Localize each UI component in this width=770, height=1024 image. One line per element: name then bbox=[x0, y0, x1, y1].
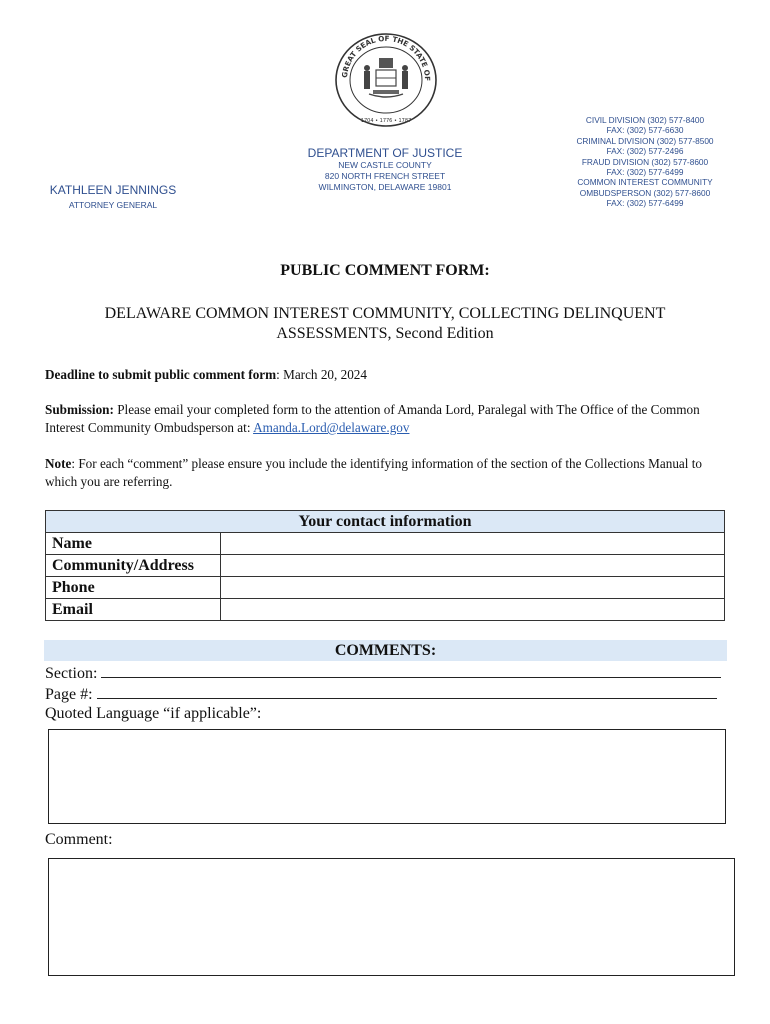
department-address-line: 820 NORTH FRENCH STREET bbox=[324, 171, 446, 181]
submission-email-link[interactable]: Amanda.Lord@delaware.gov bbox=[253, 420, 410, 435]
deadline-paragraph bbox=[45, 366, 730, 384]
contact-line: OMBUDSPERSON (302) 577-8600 bbox=[579, 187, 711, 198]
phone-label: Phone bbox=[46, 577, 221, 599]
attorney-title: ATTORNEY GENERAL bbox=[68, 200, 158, 210]
comment-box[interactable] bbox=[48, 858, 735, 976]
note-label: Note bbox=[45, 456, 72, 471]
submission-text: Please email your completed form to the attention of Amanda Lord, Paralegal with The Office of the Common Interest Community Ombudsperson at: bbox=[45, 402, 700, 435]
table-row bbox=[46, 533, 725, 555]
table-row bbox=[46, 555, 725, 577]
division-contacts bbox=[560, 115, 730, 209]
section-input-line[interactable] bbox=[101, 662, 721, 678]
submission-label: Submission: bbox=[45, 402, 114, 417]
deadline-label: Deadline to submit public comment form bbox=[45, 367, 277, 382]
contact-table-header: Your contact information bbox=[46, 511, 725, 533]
name-label: Name bbox=[46, 533, 221, 555]
attorney-name: KATHLEEN JENNINGS bbox=[49, 183, 177, 197]
department-address-line: NEW CASTLE COUNTY bbox=[338, 160, 432, 170]
section-field-row bbox=[45, 662, 721, 684]
form-title: PUBLIC COMMENT FORM: bbox=[280, 262, 490, 279]
quoted-language-box[interactable] bbox=[48, 729, 726, 824]
svg-text:GREAT SEAL OF THE STATE OF DEL bbox=[333, 32, 432, 81]
contact-line: FAX: (302) 577-2496 bbox=[606, 146, 684, 157]
comment-label: Comment: bbox=[45, 831, 113, 848]
department-block bbox=[285, 146, 485, 193]
contact-line: FAX: (302) 577-6630 bbox=[606, 125, 684, 136]
submission-paragraph bbox=[45, 401, 730, 437]
quoted-language-label: Quoted Language “if applicable”: bbox=[45, 705, 262, 722]
contact-line: CIVIL DIVISION (302) 577-8400 bbox=[585, 115, 705, 125]
seal-dates: 1704 • 1776 • 1787 bbox=[360, 118, 412, 124]
delaware-seal-logo bbox=[333, 32, 439, 128]
community-address-label: Community/Address bbox=[46, 555, 221, 577]
phone-field[interactable] bbox=[221, 577, 725, 599]
contact-line: FRAUD DIVISION (302) 577-8600 bbox=[581, 156, 709, 167]
name-field[interactable] bbox=[221, 533, 725, 555]
note-paragraph bbox=[45, 455, 730, 491]
page-input-line[interactable] bbox=[97, 683, 717, 699]
community-address-field[interactable] bbox=[221, 555, 725, 577]
page-field-row bbox=[45, 683, 717, 705]
contact-line: FAX: (302) 577-6499 bbox=[606, 167, 684, 178]
contact-information-table bbox=[45, 510, 725, 621]
contact-line: CRIMINAL DIVISION (302) 577-8500 bbox=[576, 135, 714, 146]
seal-ring-text: GREAT SEAL OF THE STATE OF bbox=[339, 33, 433, 82]
section-label: Section: bbox=[45, 665, 98, 682]
table-row bbox=[46, 577, 725, 599]
table-row bbox=[46, 599, 725, 621]
comments-header: COMMENTS: bbox=[44, 640, 727, 661]
email-field[interactable] bbox=[221, 599, 725, 621]
deadline-value: : March 20, 2024 bbox=[276, 367, 367, 382]
contact-line: FAX: (302) 577-6499 bbox=[606, 198, 684, 209]
note-text: : For each “comment” please ensure you include the identifying information of the section of the Collections Manual to which you are referring. bbox=[45, 456, 702, 489]
document-subtitle: DELAWARE COMMON INTEREST COMMUNITY, COLLECTING DELINQUENT ASSESSMENTS, Second Edition bbox=[104, 305, 666, 342]
page-label: Page #: bbox=[45, 686, 93, 703]
email-label: Email bbox=[46, 599, 221, 621]
contact-line: COMMON INTEREST COMMUNITY bbox=[577, 177, 713, 188]
attorney-general-block bbox=[30, 183, 196, 210]
department-address-line: WILMINGTON, DELAWARE 19801 bbox=[318, 182, 452, 192]
department-name: DEPARTMENT OF JUSTICE bbox=[307, 146, 463, 160]
